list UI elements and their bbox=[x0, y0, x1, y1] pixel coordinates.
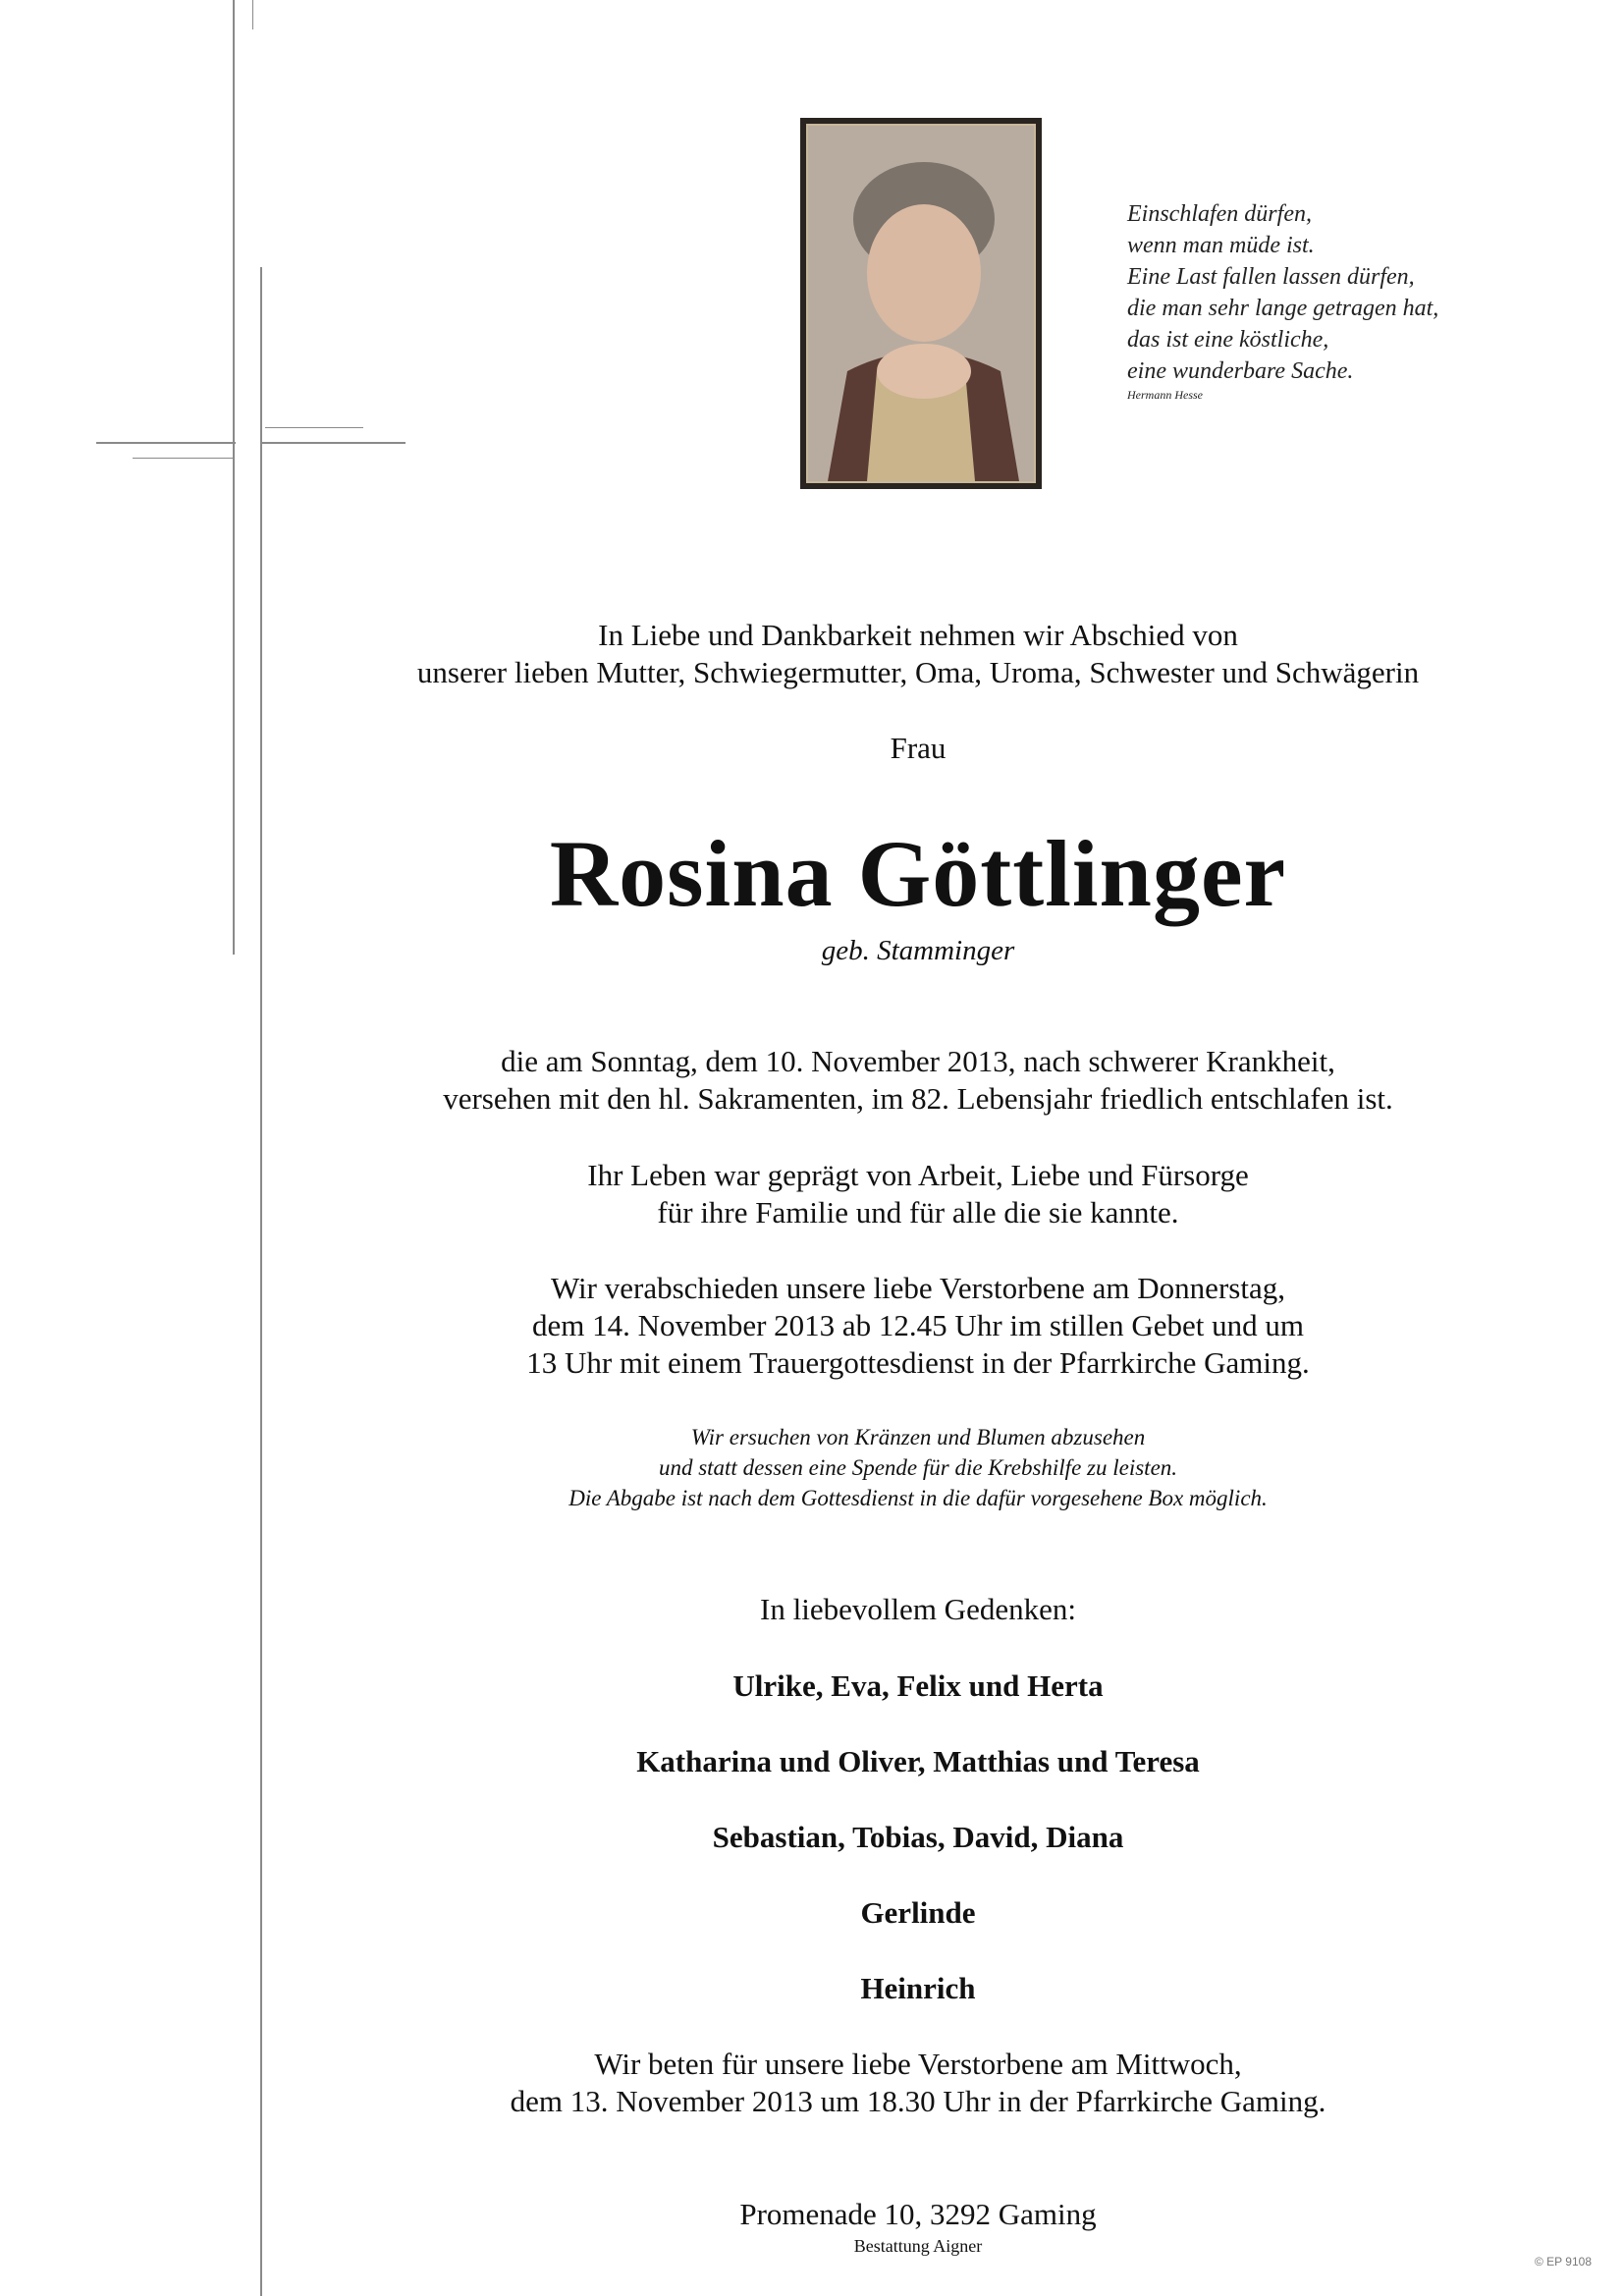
intro-text bbox=[324, 617, 1512, 691]
farewell-line-1: Wir verabschieden unsere liebe Verstorbene am Donnerstag, bbox=[551, 1271, 1285, 1305]
cross-horizontal-left bbox=[96, 442, 236, 444]
life-line-1: Ihr Leben war geprägt von Arbeit, Liebe und Fürsorge bbox=[587, 1158, 1249, 1192]
portrait-illustration bbox=[808, 126, 1034, 481]
life-text bbox=[324, 1157, 1512, 1231]
cross-horizontal-left-short bbox=[133, 458, 235, 459]
cross-vertical-right bbox=[260, 267, 262, 2296]
prayer-line-1: Wir beten für unsere liebe Verstorbene am Mittwoch, bbox=[594, 2047, 1242, 2081]
memory-heading: In liebevollem Gedenken: bbox=[760, 1592, 1076, 1626]
death-line-2: versehen mit den hl. Sakramenten, im 82. Lebensjahr friedlich entschlafen ist. bbox=[443, 1081, 1393, 1116]
maiden-name: geb. Stamminger bbox=[821, 935, 1015, 966]
poem-line: Einschlafen dürfen, bbox=[1127, 201, 1312, 227]
farewell-line-2: dem 14. November 2013 ab 12.45 Uhr im stillen Gebet und um bbox=[531, 1308, 1305, 1342]
cross-horizontal-right bbox=[260, 442, 406, 444]
top-edge-line bbox=[252, 0, 253, 29]
poem-line: Eine Last fallen lassen dürfen, bbox=[1127, 264, 1415, 290]
poem-line: eine wunderbare Sache. bbox=[1127, 358, 1354, 384]
cross-vertical-left bbox=[233, 0, 235, 955]
death-line-1: die am Sonntag, dem 10. November 2013, nach schwerer Krankheit, bbox=[501, 1044, 1335, 1078]
undertaker: Bestattung Aigner bbox=[853, 2236, 983, 2256]
deceased-name: Rosina Göttlinger bbox=[549, 821, 1287, 926]
poem-line: die man sehr lange getragen hat, bbox=[1127, 296, 1439, 321]
donation-line-1: Wir ersuchen von Kränzen und Blumen abzusehen bbox=[690, 1425, 1146, 1449]
family-line: Heinrich bbox=[860, 1971, 976, 2005]
life-line-2: für ihre Familie und für alle die sie kannte. bbox=[657, 1195, 1179, 1230]
family-line: Ulrike, Eva, Felix und Herta bbox=[732, 1668, 1104, 1703]
farewell-text bbox=[324, 1270, 1512, 1382]
poem-line: wenn man müde ist. bbox=[1127, 233, 1315, 258]
prayer-text bbox=[324, 2046, 1512, 2120]
cross-horizontal-right-short bbox=[265, 427, 363, 428]
intro-line-2: unserer lieben Mutter, Schwiegermutter, Oma, Uroma, Schwester und Schwägerin bbox=[416, 655, 1420, 689]
donation-line-3: Die Abgabe ist nach dem Gottesdienst in die dafür vorgesehene Box möglich. bbox=[568, 1486, 1268, 1510]
family-line: Gerlinde bbox=[860, 1895, 976, 1930]
family-line: Katharina und Oliver, Matthias und Teresa bbox=[636, 1744, 1200, 1778]
farewell-line-3: 13 Uhr mit einem Trauergottesdienst in der Pfarrkirche Gaming. bbox=[526, 1345, 1310, 1380]
intro-line-1: In Liebe und Dankbarkeit nehmen wir Abschied von bbox=[598, 618, 1238, 652]
family-line: Sebastian, Tobias, David, Diana bbox=[712, 1820, 1124, 1854]
donation-note bbox=[324, 1422, 1512, 1513]
address: Promenade 10, 3292 Gaming bbox=[739, 2197, 1097, 2231]
poem bbox=[1127, 198, 1500, 403]
portrait-photo bbox=[806, 124, 1036, 483]
poem-author: Hermann Hesse bbox=[1127, 388, 1203, 402]
portrait-photo-frame bbox=[800, 118, 1042, 489]
print-code: © EP 9108 bbox=[1535, 2255, 1592, 2269]
death-notice bbox=[324, 1043, 1512, 1118]
salutation: Frau bbox=[890, 731, 947, 765]
prayer-line-2: dem 13. November 2013 um 18.30 Uhr in der Pfarrkirche Gaming. bbox=[510, 2084, 1326, 2118]
donation-line-2: und statt dessen eine Spende für die Krebshilfe zu leisten. bbox=[658, 1455, 1178, 1480]
poem-line: das ist eine köstliche, bbox=[1127, 327, 1329, 353]
